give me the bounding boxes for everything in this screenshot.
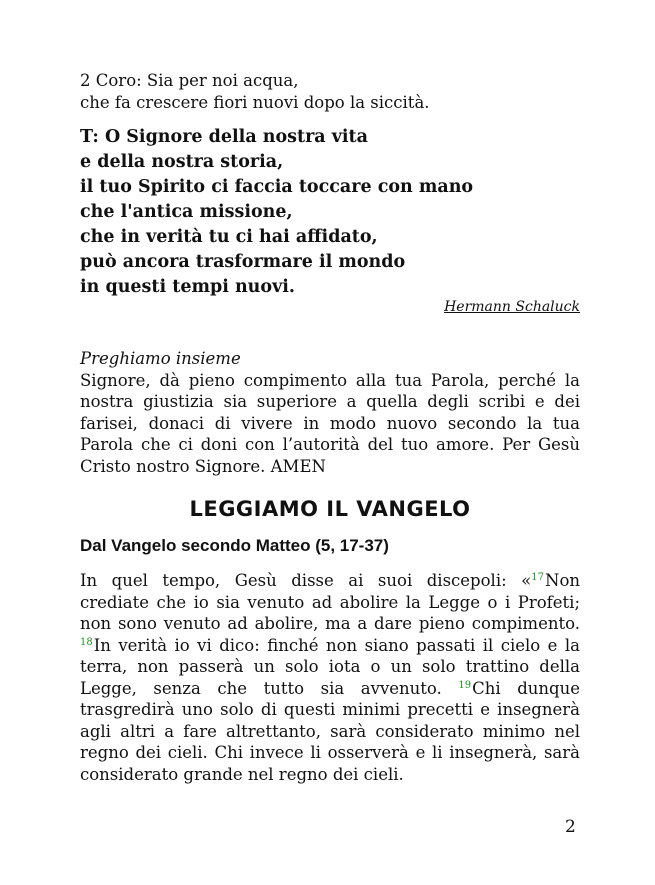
prayer-line: può ancora trasformare il mondo [80, 252, 406, 272]
prayer-stanza [80, 125, 580, 300]
coro-stanza [80, 70, 580, 113]
author-attribution: Hermann Schaluck [444, 299, 580, 315]
prayer-line: il tuo Spirito ci faccia toccare con mano [80, 177, 474, 197]
gospel-reference: Dal Vangelo secondo Matteo (5, 17-37) [80, 536, 389, 555]
verse-number-19: 19 [458, 679, 472, 691]
prayer-line: che in verità tu ci hai affidato, [80, 227, 378, 247]
gospel-intro: In quel tempo, Gesù disse ai suoi discepoli: « [80, 571, 532, 590]
verse-19: Chi dunque trasgredirà uno solo di questi minimi precetti e insegnerà agli altri a fare altrettanto, sarà considerato minimo nel regno dei cieli. Chi invece li osserverà e li insegnerà, sarà considerato grande nel regno dei cieli. [80, 678, 580, 784]
verse-number-18: 18 [80, 636, 93, 648]
prayer-line: che l'antica missione, [80, 202, 293, 222]
page-number: 2 [565, 817, 576, 837]
prayer-line: in questi tempi nuovi. [80, 277, 295, 297]
preghiamo-text: Signore, dà pieno compimento alla tua Parola, perché la nostra giustizia sia superiore a quella degli scribi e dei farisei, donaci di vivere in modo nuovo secondo la tua Parola che ci doni con l’autorità del tuo amore. Per Gesù Cristo nostro Signore. AMEN [80, 370, 580, 476]
coro-line-2: che fa crescere fiori nuovi dopo la siccità. [80, 92, 430, 112]
document-page [80, 70, 580, 785]
prayer-line: e della nostra storia, [80, 152, 284, 172]
preghiamo-title: Preghiamo insieme [80, 349, 241, 368]
verse-17: Non crediate che io sia venuto ad abolire la Legge o i Profeti; non sono venuto ad abolire, ma a dare pieno compimento. [80, 571, 580, 633]
preghiamo-section [80, 348, 580, 477]
coro-line-1: 2 Coro: Sia per noi acqua, [80, 71, 299, 90]
verse-number-17: 17 [531, 572, 544, 583]
verse-18: In verità io vi dico: finché non siano passati il cielo e la terra, non passerà un solo iota o un solo trattino della Legge, senza che tutto sia avvenuto. [80, 635, 580, 698]
section-title: LEGGIAMO IL VANGELO [189, 497, 471, 521]
gospel-text [80, 570, 580, 785]
prayer-line: T: O Signore della nostra vita [80, 127, 368, 147]
